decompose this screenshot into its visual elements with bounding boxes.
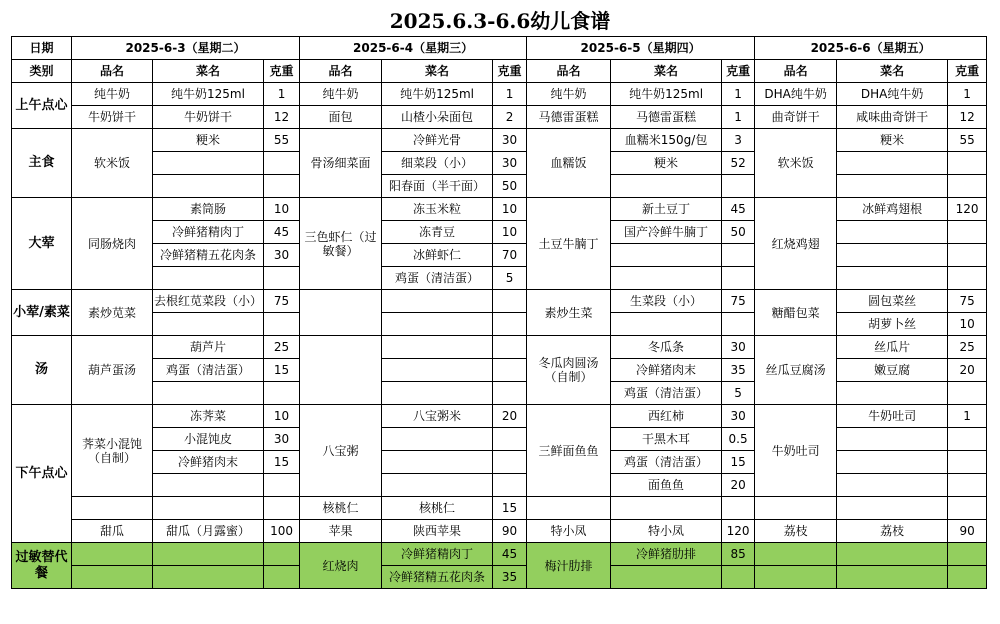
ingredient: 纯牛奶125ml	[382, 83, 493, 106]
empty-cell	[948, 451, 987, 474]
weight: 15	[264, 451, 300, 474]
dish: 红烧鸡翅	[755, 198, 837, 290]
dish: 三鲜面鱼鱼	[527, 405, 611, 497]
ingredient: 冰鲜鸡翅根	[837, 198, 948, 221]
weight: 30	[722, 405, 755, 428]
ingredient: 八宝粥米	[382, 405, 493, 428]
ingredient: 甜瓜（月露蜜）	[153, 520, 264, 543]
empty-cell	[300, 290, 382, 336]
ingredient: 特小凤	[611, 520, 722, 543]
dish: 荠菜小混饨（自制）	[72, 405, 153, 497]
empty-cell	[837, 244, 948, 267]
empty-cell	[153, 566, 264, 589]
dish: 三色虾仁（过敏餐）	[300, 198, 382, 290]
weight: 5	[493, 267, 527, 290]
category-veg: 小荤/素菜	[12, 290, 72, 336]
col-dish: 品名	[755, 60, 837, 83]
ingredient: 马德雷蛋糕	[611, 106, 722, 129]
empty-cell	[948, 152, 987, 175]
category-snack-am: 上午点心	[12, 83, 72, 129]
empty-cell	[493, 313, 527, 336]
ingredient: 陕西苹果	[382, 520, 493, 543]
ingredient: 素筒肠	[153, 198, 264, 221]
ingredient: 阳春面（半干面）	[382, 175, 493, 198]
empty-cell	[300, 336, 382, 405]
dish: 纯牛奶	[527, 83, 611, 106]
empty-cell	[837, 428, 948, 451]
weight: 120	[948, 198, 987, 221]
dish: 牛奶饼干	[72, 106, 153, 129]
weight: 20	[948, 359, 987, 382]
empty-cell	[493, 428, 527, 451]
dish: 同肠烧肉	[72, 198, 153, 290]
empty-cell	[755, 566, 837, 589]
empty-cell	[264, 175, 300, 198]
date-day4: 2025-6-6（星期五）	[755, 37, 987, 60]
dish: 冬瓜肉圆汤（自制）	[527, 336, 611, 405]
category-snack-pm: 下午点心	[12, 405, 72, 543]
ingredient: 冷鲜猪精五花肉条	[153, 244, 264, 267]
dish: 骨汤细菜面	[300, 129, 382, 198]
ingredient: 冷鲜光骨	[382, 129, 493, 152]
weight: 10	[493, 221, 527, 244]
category-meat: 大荤	[12, 198, 72, 290]
ingredient: 冬瓜条	[611, 336, 722, 359]
col-dish: 品名	[527, 60, 611, 83]
weight: 75	[264, 290, 300, 313]
dish: 糖醋包菜	[755, 290, 837, 336]
dish: 特小凤	[527, 520, 611, 543]
weight: 70	[493, 244, 527, 267]
weight: 50	[722, 221, 755, 244]
ingredient: 干黑木耳	[611, 428, 722, 451]
category-staple: 主食	[12, 129, 72, 198]
date-day3: 2025-6-5（星期四）	[527, 37, 755, 60]
ingredient: 丝瓜片	[837, 336, 948, 359]
weight: 15	[264, 359, 300, 382]
date-day1: 2025-6-3（星期二）	[72, 37, 300, 60]
ingredient: 胡萝卜丝	[837, 313, 948, 336]
weight: 1	[948, 83, 987, 106]
col-weight: 克重	[493, 60, 527, 83]
dish: 面包	[300, 106, 382, 129]
ingredient: 纯牛奶125ml	[611, 83, 722, 106]
weight: 2	[493, 106, 527, 129]
weight: 30	[493, 152, 527, 175]
weight: 20	[493, 405, 527, 428]
col-ingredient: 菜名	[837, 60, 948, 83]
empty-cell	[153, 474, 264, 497]
weight: 90	[948, 520, 987, 543]
ingredient: 山楂小朵面包	[382, 106, 493, 129]
col-weight: 克重	[722, 60, 755, 83]
weight: 3	[722, 129, 755, 152]
ingredient: 核桃仁	[382, 497, 493, 520]
empty-cell	[493, 290, 527, 313]
ingredient: 冻玉米粒	[382, 198, 493, 221]
empty-cell	[382, 313, 493, 336]
weight: 5	[722, 382, 755, 405]
col-dish: 品名	[72, 60, 153, 83]
weight: 1	[948, 405, 987, 428]
ingredient: 圆包菜丝	[837, 290, 948, 313]
empty-cell	[72, 566, 153, 589]
weight: 85	[722, 543, 755, 566]
ingredient: DHA纯牛奶	[837, 83, 948, 106]
weight: 25	[264, 336, 300, 359]
weight: 1	[493, 83, 527, 106]
empty-cell	[264, 474, 300, 497]
empty-cell	[493, 451, 527, 474]
empty-cell	[837, 382, 948, 405]
empty-cell	[153, 175, 264, 198]
col-weight: 克重	[264, 60, 300, 83]
empty-cell	[264, 543, 300, 566]
ingredient: 去根红苋菜段（小）	[153, 290, 264, 313]
empty-cell	[153, 497, 264, 520]
empty-cell	[948, 497, 987, 520]
weight: 12	[948, 106, 987, 129]
empty-cell	[837, 451, 948, 474]
ingredient: 荔枝	[837, 520, 948, 543]
empty-cell	[722, 566, 755, 589]
dish: DHA纯牛奶	[755, 83, 837, 106]
ingredient: 粳米	[837, 129, 948, 152]
page-title: 2025.6.3-6.6幼儿食谱	[389, 9, 611, 33]
empty-cell	[611, 313, 722, 336]
dish: 土豆牛腩丁	[527, 198, 611, 290]
ingredient: 嫩豆腐	[837, 359, 948, 382]
dish: 核桃仁	[300, 497, 382, 520]
empty-cell	[948, 382, 987, 405]
empty-cell	[153, 267, 264, 290]
empty-cell	[382, 290, 493, 313]
empty-cell	[264, 497, 300, 520]
dish: 苹果	[300, 520, 382, 543]
ingredient: 冷鲜猪精肉丁	[382, 543, 493, 566]
weight: 10	[264, 198, 300, 221]
dish: 纯牛奶	[300, 83, 382, 106]
empty-cell	[837, 152, 948, 175]
dish: 素炒生菜	[527, 290, 611, 336]
dish: 梅汁肋排	[527, 543, 611, 589]
dish: 八宝粥	[300, 405, 382, 497]
ingredient: 冻青豆	[382, 221, 493, 244]
weight: 1	[722, 83, 755, 106]
empty-cell	[382, 359, 493, 382]
dish: 红烧肉	[300, 543, 382, 589]
empty-cell	[948, 474, 987, 497]
weight: 30	[722, 336, 755, 359]
dish: 牛奶吐司	[755, 405, 837, 497]
ingredient: 冷鲜猪肉末	[611, 359, 722, 382]
empty-cell	[837, 497, 948, 520]
dish: 荔枝	[755, 520, 837, 543]
weight: 100	[264, 520, 300, 543]
ingredient: 鸡蛋（清洁蛋）	[153, 359, 264, 382]
col-dish: 品名	[300, 60, 382, 83]
weight: 20	[722, 474, 755, 497]
ingredient: 新土豆丁	[611, 198, 722, 221]
ingredient: 鸡蛋（清洁蛋）	[611, 451, 722, 474]
empty-cell	[264, 267, 300, 290]
ingredient: 鸡蛋（清洁蛋）	[611, 382, 722, 405]
empty-cell	[264, 566, 300, 589]
ingredient: 西红柿	[611, 405, 722, 428]
empty-cell	[948, 543, 987, 566]
empty-cell	[837, 566, 948, 589]
dish: 马德雷蛋糕	[527, 106, 611, 129]
empty-cell	[264, 382, 300, 405]
dish: 丝瓜豆腐汤	[755, 336, 837, 405]
date-day2: 2025-6-4（星期三）	[300, 37, 527, 60]
date-label: 日期	[12, 37, 72, 60]
empty-cell	[837, 221, 948, 244]
empty-cell	[493, 359, 527, 382]
category-allergy: 过敏替代餐	[12, 543, 72, 589]
empty-cell	[722, 497, 755, 520]
category-soup: 汤	[12, 336, 72, 405]
ingredient: 粳米	[611, 152, 722, 175]
ingredient: 粳米	[153, 129, 264, 152]
weight: 52	[722, 152, 755, 175]
empty-cell	[722, 267, 755, 290]
weight: 75	[948, 290, 987, 313]
weight: 1	[264, 83, 300, 106]
empty-cell	[722, 175, 755, 198]
col-weight: 克重	[948, 60, 987, 83]
ingredient: 冷鲜猪肉末	[153, 451, 264, 474]
col-ingredient: 菜名	[153, 60, 264, 83]
weight: 15	[493, 497, 527, 520]
empty-cell	[382, 336, 493, 359]
weight: 50	[493, 175, 527, 198]
ingredient: 血糯米150g/包	[611, 129, 722, 152]
empty-cell	[611, 175, 722, 198]
empty-cell	[382, 474, 493, 497]
weight: 10	[493, 198, 527, 221]
weight: 15	[722, 451, 755, 474]
weight: 35	[493, 566, 527, 589]
empty-cell	[722, 313, 755, 336]
empty-cell	[948, 566, 987, 589]
weight: 25	[948, 336, 987, 359]
ingredient: 咸味曲奇饼干	[837, 106, 948, 129]
ingredient: 细菜段（小）	[382, 152, 493, 175]
col-ingredient: 菜名	[382, 60, 493, 83]
ingredient: 纯牛奶125ml	[153, 83, 264, 106]
dish: 曲奇饼干	[755, 106, 837, 129]
menu-table	[11, 36, 987, 589]
weight: 30	[493, 129, 527, 152]
ingredient: 冷鲜猪精肉丁	[153, 221, 264, 244]
empty-cell	[948, 221, 987, 244]
empty-cell	[493, 336, 527, 359]
ingredient: 冰鲜虾仁	[382, 244, 493, 267]
dish: 软米饭	[72, 129, 153, 198]
weight: 30	[264, 244, 300, 267]
empty-cell	[72, 543, 153, 566]
weight: 10	[264, 405, 300, 428]
dish: 血糯饭	[527, 129, 611, 198]
ingredient: 鸡蛋（清洁蛋）	[382, 267, 493, 290]
empty-cell	[153, 313, 264, 336]
dish: 纯牛奶	[72, 83, 153, 106]
empty-cell	[722, 244, 755, 267]
empty-cell	[72, 497, 153, 520]
weight: 45	[264, 221, 300, 244]
weight: 90	[493, 520, 527, 543]
dish: 甜瓜	[72, 520, 153, 543]
weight: 55	[948, 129, 987, 152]
empty-cell	[837, 267, 948, 290]
category-label: 类别	[12, 60, 72, 83]
empty-cell	[264, 313, 300, 336]
empty-cell	[382, 451, 493, 474]
empty-cell	[264, 152, 300, 175]
empty-cell	[611, 244, 722, 267]
empty-cell	[611, 566, 722, 589]
weight: 30	[264, 428, 300, 451]
empty-cell	[153, 152, 264, 175]
empty-cell	[755, 497, 837, 520]
dish: 软米饭	[755, 129, 837, 198]
weight: 12	[264, 106, 300, 129]
weight: 45	[722, 198, 755, 221]
empty-cell	[948, 175, 987, 198]
empty-cell	[948, 244, 987, 267]
ingredient: 葫芦片	[153, 336, 264, 359]
dish: 葫芦蛋汤	[72, 336, 153, 405]
col-ingredient: 菜名	[611, 60, 722, 83]
ingredient: 牛奶饼干	[153, 106, 264, 129]
empty-cell	[153, 543, 264, 566]
weight: 0.5	[722, 428, 755, 451]
ingredient: 面鱼鱼	[611, 474, 722, 497]
weight: 75	[722, 290, 755, 313]
ingredient: 国产冷鲜牛腩丁	[611, 221, 722, 244]
empty-cell	[493, 474, 527, 497]
empty-cell	[611, 497, 722, 520]
empty-cell	[837, 175, 948, 198]
weight: 55	[264, 129, 300, 152]
ingredient: 冷鲜猪肋排	[611, 543, 722, 566]
ingredient: 冻荠菜	[153, 405, 264, 428]
weight: 35	[722, 359, 755, 382]
empty-cell	[382, 428, 493, 451]
empty-cell	[493, 382, 527, 405]
empty-cell	[527, 497, 611, 520]
weight: 1	[722, 106, 755, 129]
empty-cell	[948, 428, 987, 451]
empty-cell	[755, 543, 837, 566]
ingredient: 小混饨皮	[153, 428, 264, 451]
weight: 10	[948, 313, 987, 336]
ingredient: 生菜段（小）	[611, 290, 722, 313]
empty-cell	[948, 267, 987, 290]
empty-cell	[153, 382, 264, 405]
ingredient: 牛奶吐司	[837, 405, 948, 428]
weight: 45	[493, 543, 527, 566]
empty-cell	[837, 543, 948, 566]
ingredient: 冷鲜猪精五花肉条	[382, 566, 493, 589]
empty-cell	[382, 382, 493, 405]
empty-cell	[837, 474, 948, 497]
weight: 120	[722, 520, 755, 543]
dish: 素炒苋菜	[72, 290, 153, 336]
empty-cell	[611, 267, 722, 290]
